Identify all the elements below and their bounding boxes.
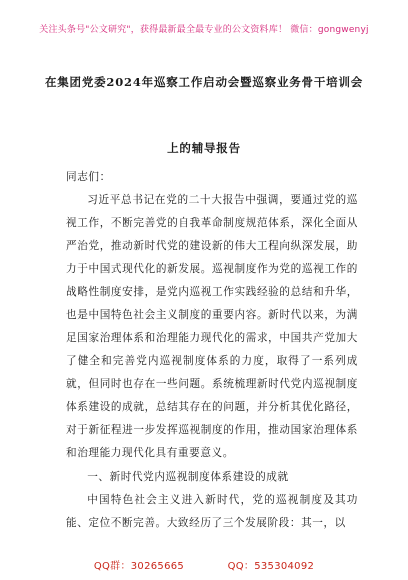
footer-contact	[0, 557, 408, 572]
footer-qq-number: QQ：535304092	[227, 561, 315, 572]
greeting: 同志们：	[66, 171, 111, 183]
document-title-line2: 上的辅导报告	[167, 141, 241, 155]
section-heading: 一、新时代党内巡视制度体系建设的成就	[87, 471, 289, 483]
footer-qq-group: QQ群：30265665	[93, 561, 185, 572]
body-paragraph-1: 习近平总书记在党的二十大报告中强调，要通过党的巡视工作，不断完善党的自我革命制度规范体系，深化全面从严治党，推动新时代党的建设新的伟大工程向纵深发展，助力于中国式现代化的新发展。巡视制度作为党的巡视工作的战略性制度安排，是党内巡视工作实践经验的总结和升华，也是中国特色社会主义制度的重要内容。新时代以来，为满足国家治理体系和治理能力现代化的需求，中国共产党加大了健全和完善党内巡视制度体系的力度，取得了一系列成就，但同时也存在一些问题。系统梳理新时代党内巡视制度体系建设的成就，总结其存在的问题，并分析其优化路径，对于新征程进一步发挥巡视制度的作用，推动国家治理体系和治理能力现代化具有重要意义。	[66, 194, 358, 459]
document-title-line1: 在集团党委2024年巡察工作启动会暨巡察业务骨干培训会	[44, 75, 364, 89]
promo-banner: 关注头条号"公文研究"，获得最新最全最专业的公文资料库！ 微信：gongwenyj	[39, 25, 369, 35]
body-paragraph-2: 中国特色社会主义进入新时代，党的巡视制度及其功能、定位不断完善。大致经历了三个发展阶段：其一，以	[66, 494, 358, 529]
